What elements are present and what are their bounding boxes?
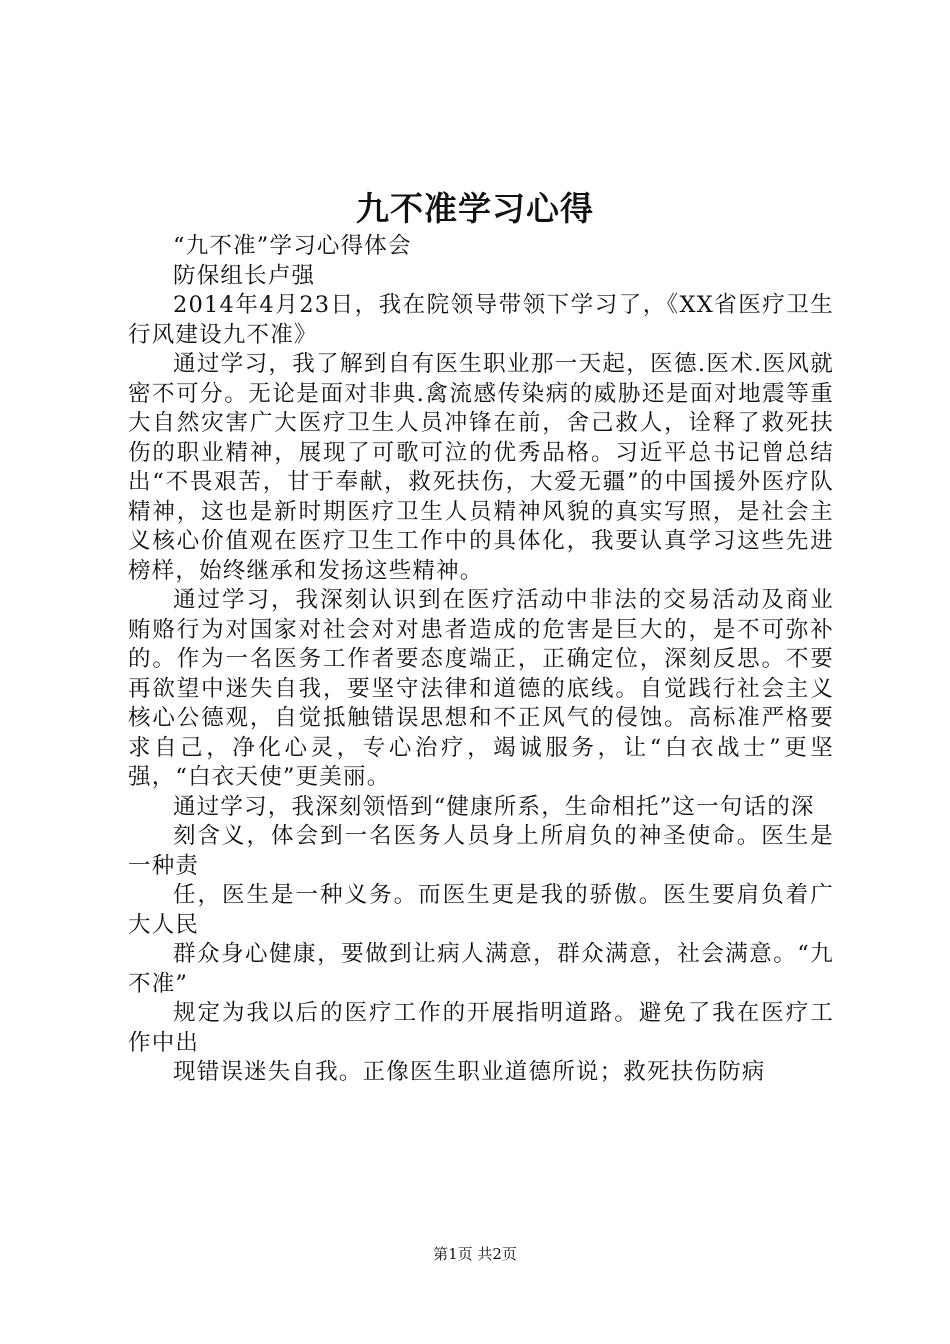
paragraph-date: 2014年4月23日，我在院领导带领下学习了，《XX省医疗卫生行风建设九不准》 xyxy=(128,292,834,348)
paragraph-body: 任，医生是一种义务。而医生更是我的骄傲。医生要肩负着广大人民 xyxy=(128,882,834,938)
paragraph-body: 通过学习，我深刻领悟到“健康所系，生命相托”这一句话的深 xyxy=(173,793,815,820)
document-body xyxy=(128,232,834,1088)
paragraph-author: 防保组长卢强 xyxy=(173,262,316,289)
paragraph-body: 规定为我以后的医疗工作的开展指明道路。避免了我在医疗工作中出 xyxy=(128,1000,834,1056)
paragraph-body: 通过学习，我深刻认识到在医疗活动中非法的交易活动及商业贿赂行为对国家对社会对对患者造成的危害是巨大的，是不可弥补的。作为一名医务工作者要态度端正，正确定位，深刻反思。不要再欲望中迷失自我，要坚守法律和道德的底线。自觉践行社会主义核心公德观，自觉抵触错误思想和不正风气的侵蚀。高标准严格要求自己，净化心灵，专心治疗，竭诚服务，让“白衣战士”更坚强，“白衣天使”更美丽。 xyxy=(128,587,834,790)
paragraph-body: 群众身心健康，要做到让病人满意，群众满意，社会满意。“九不准” xyxy=(128,941,834,997)
page-footer: 第1页 共2页 xyxy=(433,1245,517,1263)
paragraph-body: 刻含义，体会到一名医务人员身上所肩负的神圣使命。医生是一种责 xyxy=(128,823,834,879)
paragraph-body: 通过学习，我了解到自有医生职业那一天起，医德.医术.医风就密不可分。无论是面对非典.禽流感传染病的威胁还是面对地震等重大自然灾害广大医疗卫生人员冲锋在前，舍己救人，诠释了救死扶伤的职业精神，展现了可歌可泣的优秀品格。习近平总书记曾总结出“不畏艰苦，甘于奉献，救死扶伤，大爱无疆”的中国援外医疗队精神，这也是新时期医疗卫生人员精神风貌的真实写照，是社会主义核心价值观在医疗卫生工作中的具体化，我要认真学习这些先进榜样，始终继承和发扬这些精神。 xyxy=(128,351,834,584)
paragraph-body: 现错误迷失自我。正像医生职业道德所说；救死扶伤防病 xyxy=(173,1059,766,1085)
paragraph-subtitle: “九不准”学习心得体会 xyxy=(173,233,412,259)
document-title: 九不准学习心得 xyxy=(356,189,594,228)
